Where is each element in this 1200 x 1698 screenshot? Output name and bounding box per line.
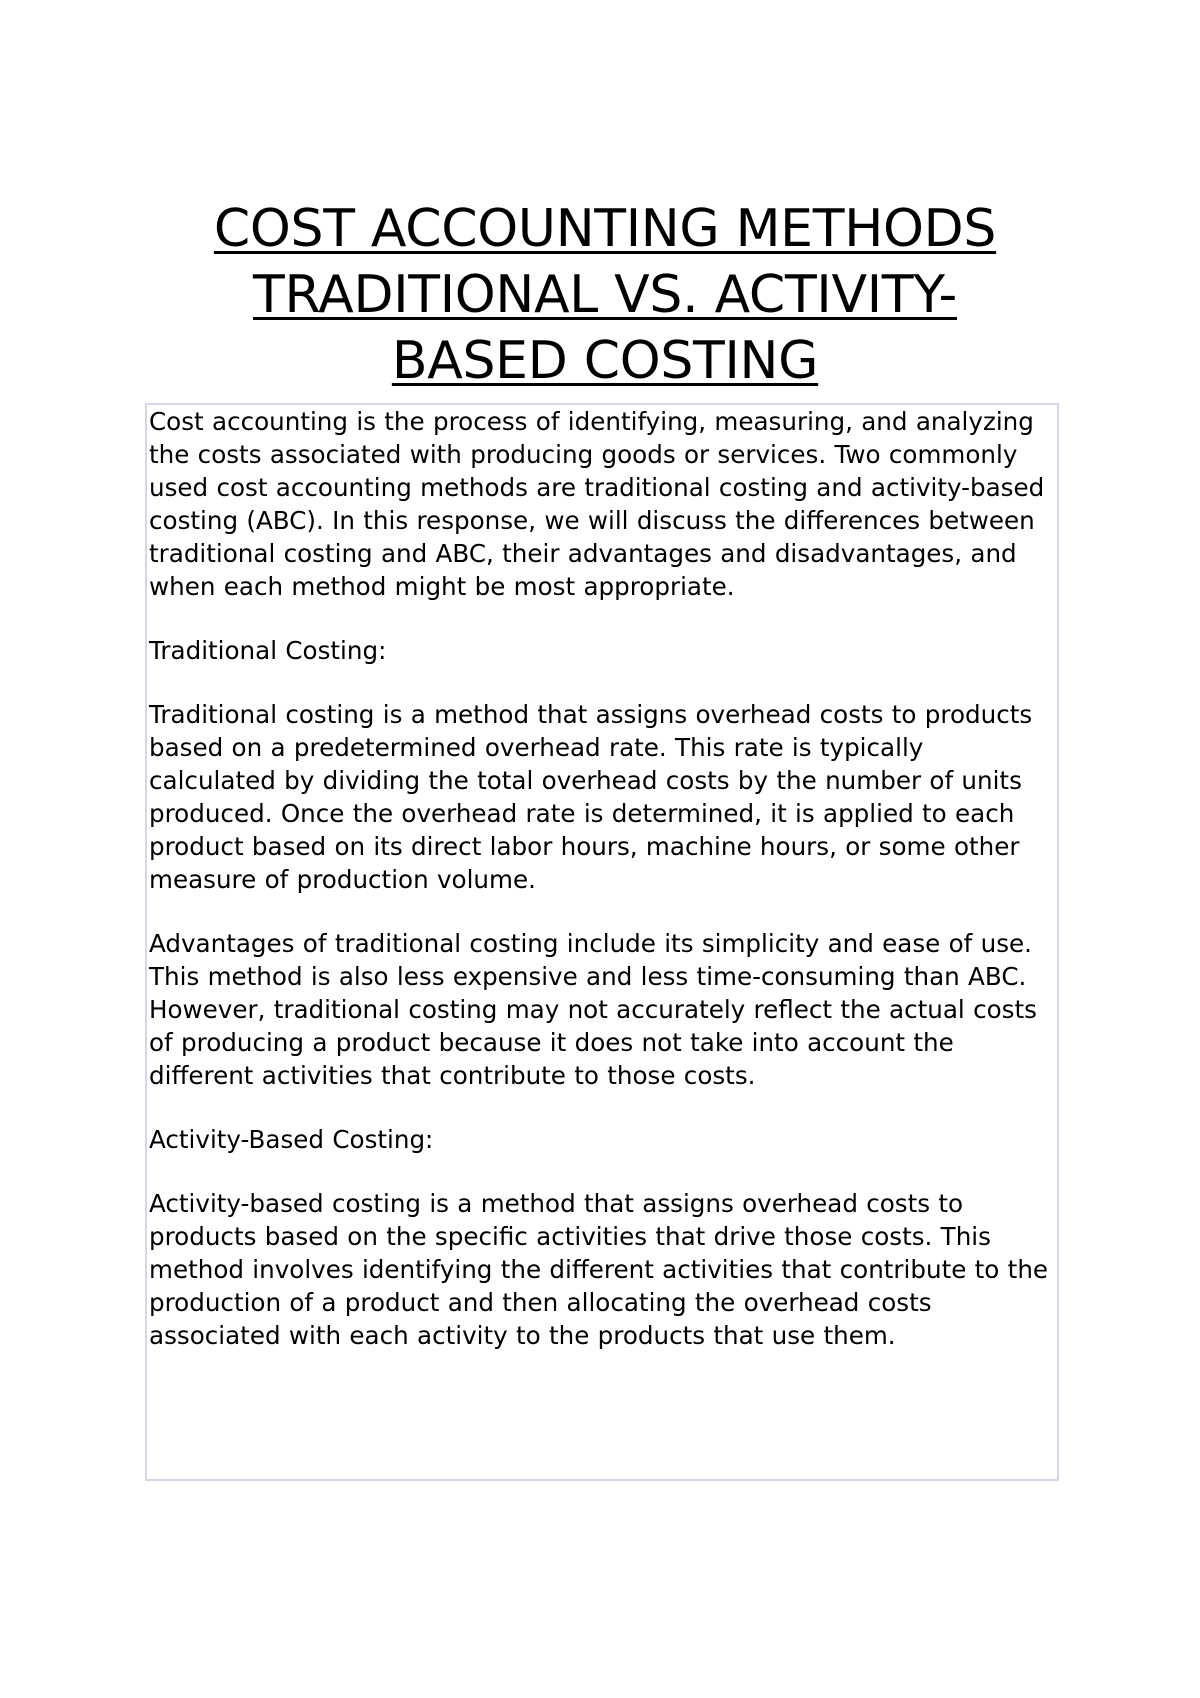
title-line: TRADITIONAL VS. ACTIVITY- [253,265,957,325]
text-body-box [145,403,1059,1481]
page-title [130,196,1080,394]
traditional-costing-paragraph: Traditional costing is a method that assigns overhead costs to products based on a predetermined overhead rate. This rate is typically calculated by dividing the total overhead costs by the number of units produced. Once the overhead rate is determined, it is applied to each product based on its direct labor hours, machine hours, or some other measure of production volume. [149,700,1033,894]
title-line: COST ACCOUNTING METHODS [213,199,997,259]
activity-based-costing-paragraph: Activity-based costing is a method that assigns overhead costs to products based on the specific activities that drive those costs. This method involves identifying the different activities that contribute to the production of a product and then allocating the overhead costs associated with each activity to the products that use them. [149,1189,1049,1350]
section-heading-activity-based-costing: Activity-Based Costing: [149,1125,434,1154]
section-heading-traditional-costing: Traditional Costing: [149,636,387,665]
traditional-advantages-paragraph: Advantages of traditional costing include its simplicity and ease of use. This method is also less expensive and less time-consuming than ABC. However, traditional costing may not accurately reflect the actual costs of producing a product because it does not take into account the different activities that contribute to those costs. [149,929,1037,1090]
intro-paragraph: Cost accounting is the process of identifying, measuring, and analyzing the costs associated with producing goods or services. Two commonly used cost accounting methods are traditional costing and activity-based costing (ABC). In this response, we will discuss the differences between traditional costing and ABC, their advantages and disadvantages, and when each method might be most appropriate. [149,407,1045,601]
title-line: BASED COSTING [391,331,819,391]
